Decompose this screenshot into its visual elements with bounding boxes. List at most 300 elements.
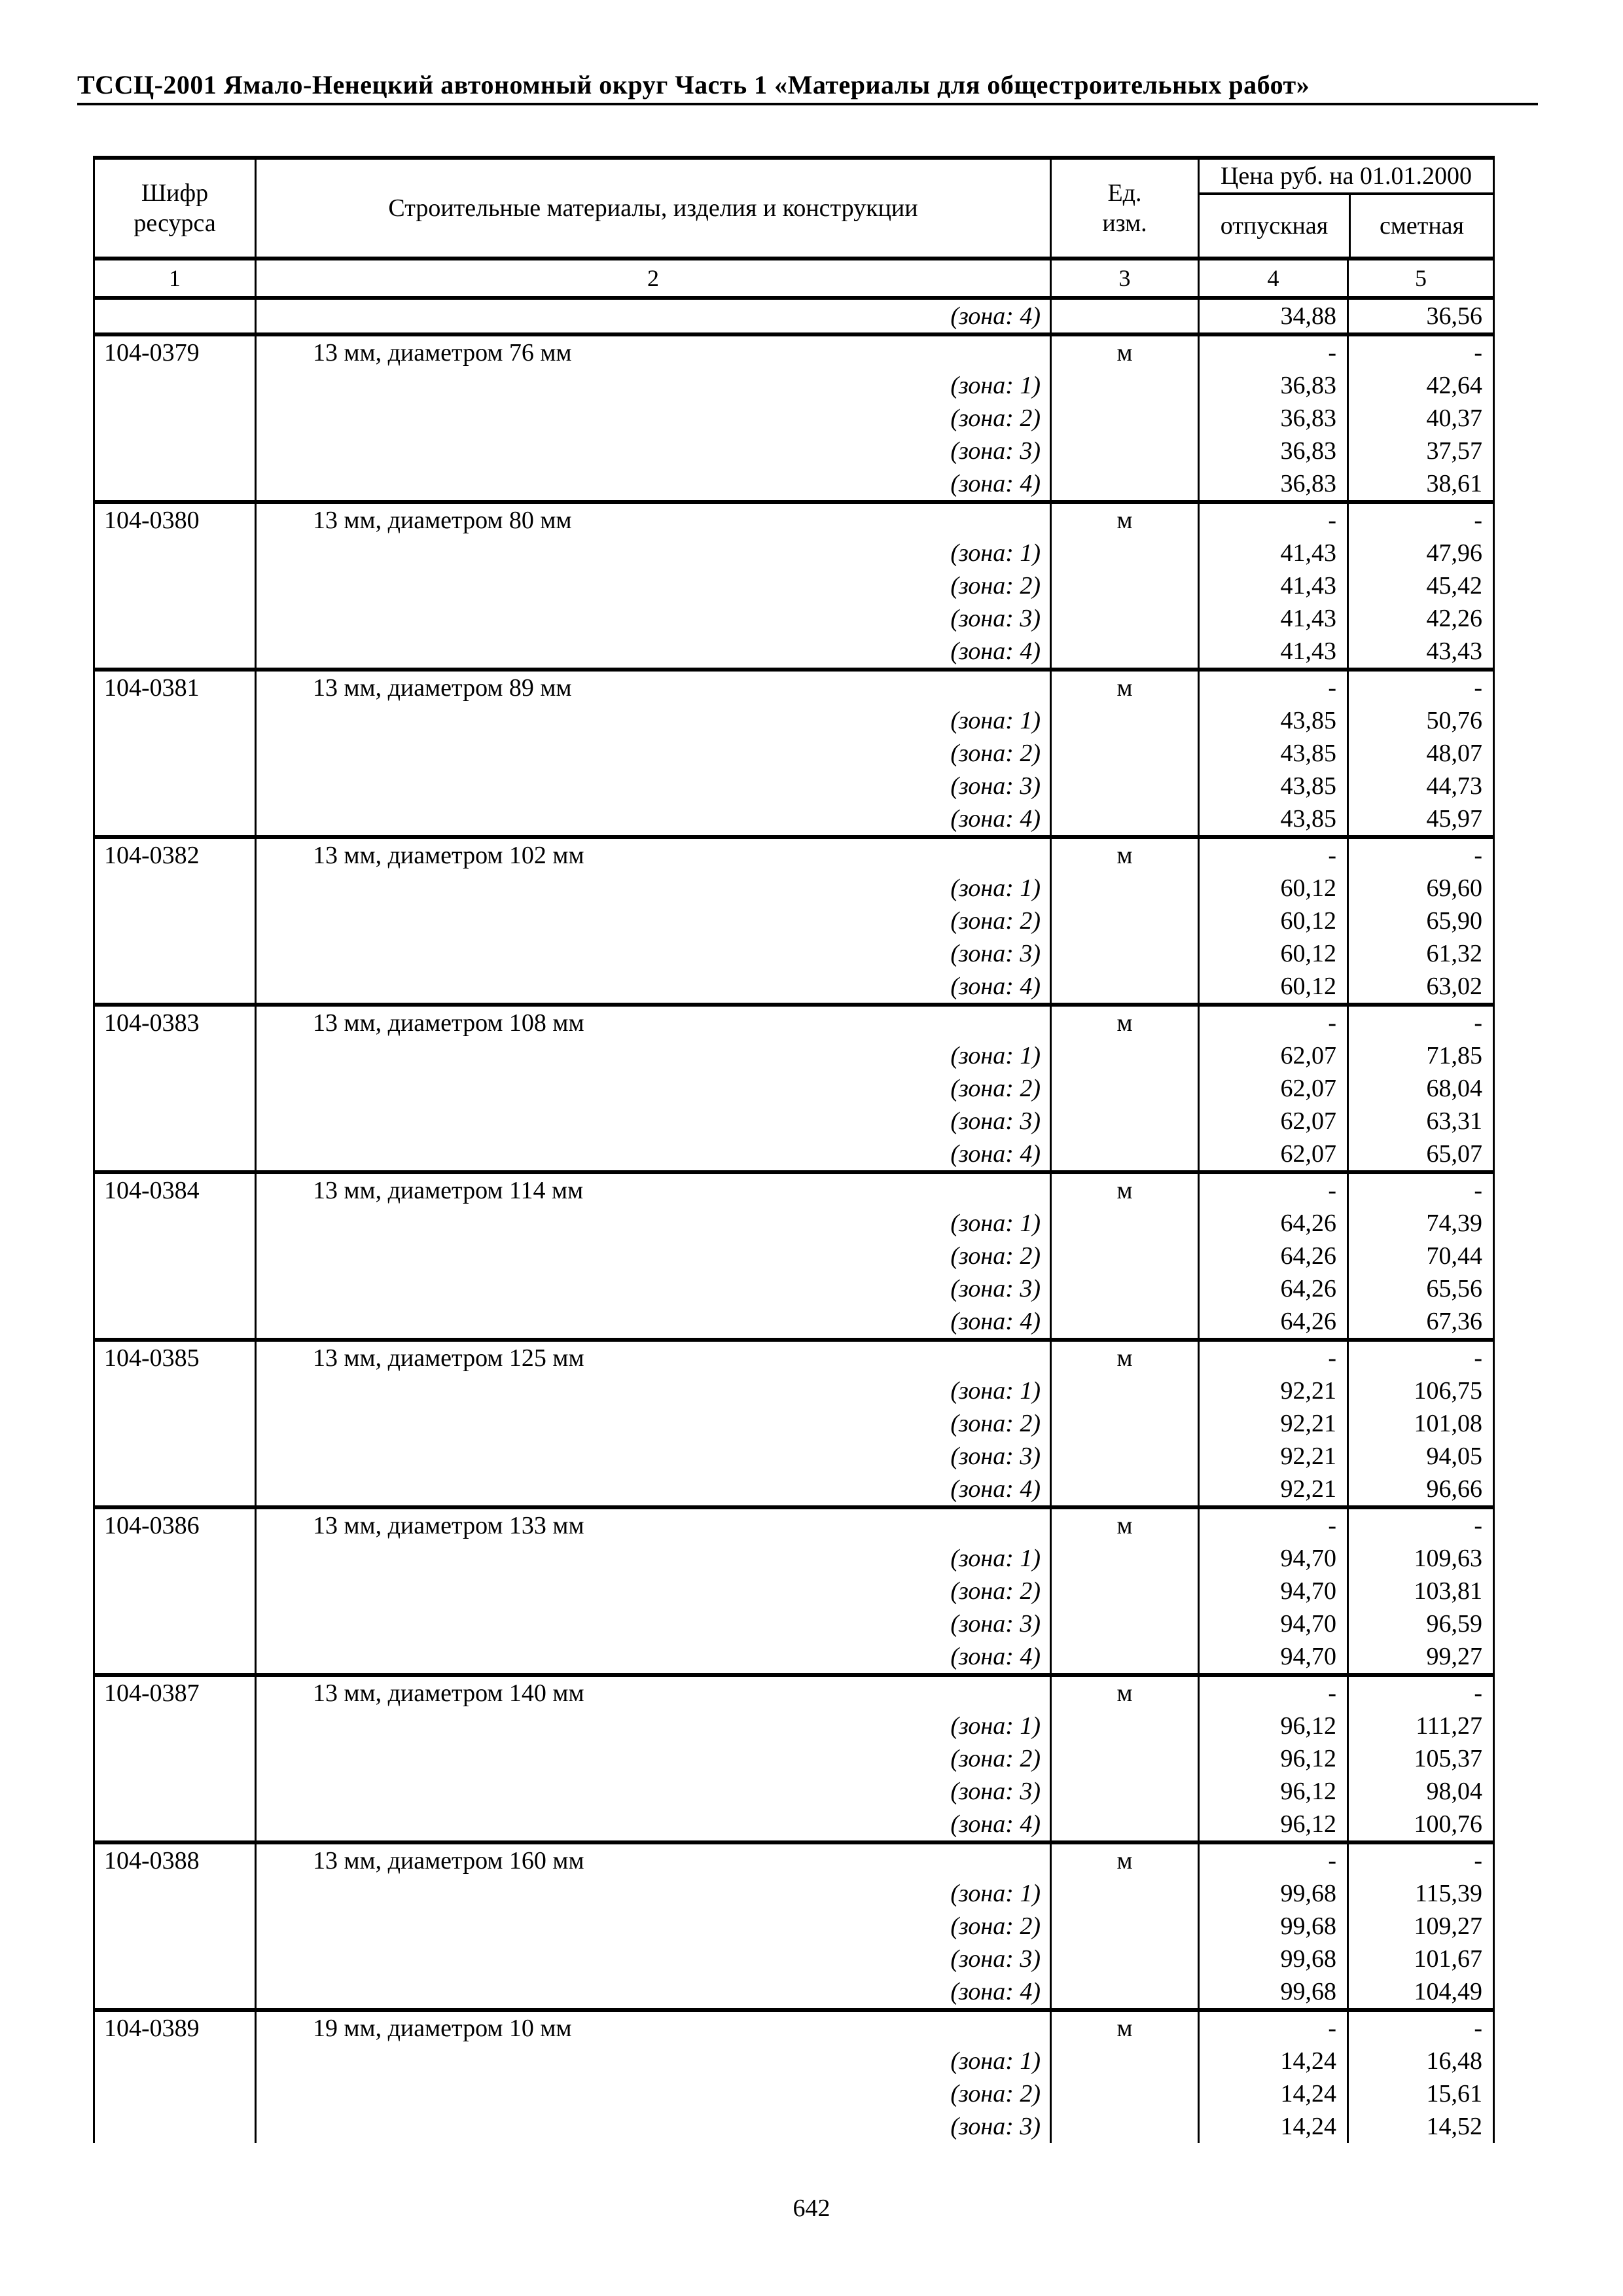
price-otpusknaya: 92,21 (1198, 1440, 1347, 1473)
price-smetnaya: - (1347, 2012, 1493, 2045)
col-header-price-group (1198, 160, 1493, 257)
price-otpusknaya: - (1198, 1677, 1347, 1710)
resource-code (95, 1710, 255, 1742)
table-row-zone (95, 970, 1493, 1003)
resource-code: 104-0385 (104, 1344, 200, 1372)
resource-code (95, 1910, 255, 1943)
price-otpusknaya: 14,24 (1198, 2077, 1347, 2110)
table-row-zone (95, 1072, 1493, 1105)
material-description: 19 мм, диаметром 10 мм (255, 2012, 1050, 2045)
price-otpusknaya: 99,68 (1198, 1943, 1347, 1975)
material-description: 13 мм, диаметром 76 мм (255, 336, 1050, 369)
table-row-main (95, 2012, 1493, 2045)
unit-label: м (1050, 504, 1198, 537)
price-smetnaya: - (1347, 1007, 1493, 1039)
unit-label: м (1050, 1007, 1198, 1039)
unit-label (1050, 1072, 1198, 1105)
table-row-main (95, 672, 1493, 704)
price-smetnaya: 38,61 (1347, 467, 1493, 500)
price-otpusknaya: 41,43 (1198, 635, 1347, 668)
price-smetnaya: 37,57 (1347, 435, 1493, 467)
table-row-zone (95, 1910, 1493, 1943)
zone-label: (зона: 3) (255, 770, 1050, 802)
price-smetnaya: - (1347, 672, 1493, 704)
price-otpusknaya: 92,21 (1198, 1473, 1347, 1505)
resource-code (95, 402, 255, 435)
running-header: ТССЦ-2001 Ямало-Ненецкий автономный округ Часть 1 «Материалы для общестроительных работ» (77, 70, 1310, 99)
unit-label (1050, 435, 1198, 467)
resource-code (95, 802, 255, 835)
price-smetnaya: 45,97 (1347, 802, 1493, 835)
zone-label: (зона: 2) (255, 1240, 1050, 1272)
price-otpusknaya: 43,85 (1198, 704, 1347, 737)
unit-label: м (1050, 336, 1198, 369)
price-smetnaya: 50,76 (1347, 704, 1493, 737)
table-row-zone (95, 1742, 1493, 1775)
table-row-zone (95, 1305, 1493, 1338)
price-otpusknaya: 36,83 (1198, 402, 1347, 435)
price-otpusknaya: 96,12 (1198, 1742, 1347, 1775)
price-smetnaya: 99,27 (1347, 1640, 1493, 1673)
unit-label (1050, 537, 1198, 569)
table-row-main (95, 1844, 1493, 1877)
zone-label: (зона: 4) (255, 1640, 1050, 1673)
price-otpusknaya: 41,43 (1198, 569, 1347, 602)
price-subheader-row (1200, 195, 1493, 257)
zone-label: (зона: 2) (255, 1575, 1050, 1607)
unit-label (1050, 1305, 1198, 1338)
table-row-main (95, 1007, 1493, 1039)
unit-label (1050, 467, 1198, 500)
price-group-title: Цена руб. на 01.01.2000 (1200, 160, 1493, 195)
price-smetnaya: 109,63 (1347, 1542, 1493, 1575)
unit-label (1050, 1374, 1198, 1407)
unit-label (1050, 602, 1198, 635)
zone-label: (зона: 3) (255, 435, 1050, 467)
resource-code (95, 602, 255, 635)
price-otpusknaya: - (1198, 336, 1347, 369)
table-row-zone (95, 937, 1493, 970)
resource-code (95, 905, 255, 937)
zone-label: (зона: 2) (255, 1407, 1050, 1440)
price-smetnaya: 47,96 (1347, 537, 1493, 569)
unit-label: м (1050, 1677, 1198, 1710)
price-smetnaya: 42,64 (1347, 369, 1493, 402)
col-header-otpusknaya: отпускная (1220, 212, 1329, 240)
table-row-main (95, 1174, 1493, 1207)
unit-label: м (1050, 1844, 1198, 1877)
zone-label: (зона: 2) (255, 402, 1050, 435)
table-row-zone (95, 1575, 1493, 1607)
zone-label: (зона: 1) (255, 2045, 1050, 2077)
material-description: 13 мм, диаметром 80 мм (255, 504, 1050, 537)
unit-label (1050, 2110, 1198, 2143)
table-row-zone (95, 537, 1493, 569)
unit-label (1050, 704, 1198, 737)
zone-label: (зона: 3) (255, 1272, 1050, 1305)
resource-code (95, 937, 255, 970)
price-otpusknaya: 64,26 (1198, 1272, 1347, 1305)
unit-label: м (1050, 1342, 1198, 1374)
price-smetnaya: - (1347, 1342, 1493, 1374)
resource-code (95, 1207, 255, 1240)
price-smetnaya: 16,48 (1347, 2045, 1493, 2077)
unit-label (1050, 1272, 1198, 1305)
zone-label: (зона: 4) (255, 1473, 1050, 1505)
table-row-zone (95, 1877, 1493, 1910)
col-header-unit-line2: изм. (1102, 209, 1147, 237)
resource-code (95, 1877, 255, 1910)
table-row-zone (95, 1775, 1493, 1808)
price-otpusknaya: 34,88 (1198, 300, 1347, 332)
resource-code: 104-0380 (104, 507, 200, 534)
material-description: 13 мм, диаметром 114 мм (255, 1174, 1050, 1207)
price-smetnaya: 40,37 (1347, 402, 1493, 435)
price-smetnaya: 104,49 (1347, 1975, 1493, 2008)
price-otpusknaya: 96,12 (1198, 1808, 1347, 1840)
resource-code (95, 1272, 255, 1305)
table-block (95, 1338, 1493, 1505)
resource-code (95, 1943, 255, 1975)
resource-code (95, 467, 255, 500)
price-otpusknaya: 43,85 (1198, 802, 1347, 835)
resource-code (95, 1473, 255, 1505)
resource-code (95, 1407, 255, 1440)
unit-label (1050, 1207, 1198, 1240)
resource-code (95, 300, 255, 332)
table-block (95, 1003, 1493, 1170)
unit-label (1050, 2077, 1198, 2110)
unit-label (1050, 1105, 1198, 1138)
unit-label (1050, 1910, 1198, 1943)
price-otpusknaya: 96,12 (1198, 1710, 1347, 1742)
table-row-zone (95, 704, 1493, 737)
table-row-zone (95, 467, 1493, 500)
resource-code (95, 1575, 255, 1607)
unit-label (1050, 2045, 1198, 2077)
resource-code (95, 435, 255, 467)
unit-label (1050, 770, 1198, 802)
resource-code (95, 1072, 255, 1105)
table-row-zone (95, 1542, 1493, 1575)
price-table (93, 156, 1495, 2143)
unit-label (1050, 737, 1198, 770)
zone-label: (зона: 2) (255, 569, 1050, 602)
unit-label (1050, 300, 1198, 332)
price-smetnaya: 101,08 (1347, 1407, 1493, 1440)
table-row-main (95, 839, 1493, 872)
table-row-main (95, 1342, 1493, 1374)
price-smetnaya: - (1347, 1677, 1493, 1710)
table-row-zone (95, 737, 1493, 770)
price-smetnaya: - (1347, 1509, 1493, 1542)
zone-label: (зона: 3) (255, 1440, 1050, 1473)
column-number-4: 4 (1198, 260, 1347, 296)
price-otpusknaya: 36,83 (1198, 369, 1347, 402)
zone-label: (зона: 1) (255, 1039, 1050, 1072)
material-description: 13 мм, диаметром 133 мм (255, 1509, 1050, 1542)
resource-code: 104-0386 (104, 1512, 200, 1539)
price-otpusknaya: 92,21 (1198, 1407, 1347, 1440)
unit-label (1050, 1138, 1198, 1170)
price-otpusknaya: 99,68 (1198, 1877, 1347, 1910)
table-row-zone (95, 369, 1493, 402)
price-smetnaya: 43,43 (1347, 635, 1493, 668)
resource-code: 104-0387 (104, 1679, 200, 1707)
resource-code (95, 2110, 255, 2143)
zone-label: (зона: 1) (255, 704, 1050, 737)
zone-label: (зона: 1) (255, 1710, 1050, 1742)
table-row-zone (95, 1607, 1493, 1640)
table-row-zone (95, 2110, 1493, 2143)
price-otpusknaya: 99,68 (1198, 1975, 1347, 2008)
zone-label: (зона: 3) (255, 1943, 1050, 1975)
price-otpusknaya: 99,68 (1198, 1910, 1347, 1943)
resource-code (95, 970, 255, 1003)
price-otpusknaya: 96,12 (1198, 1775, 1347, 1808)
price-smetnaya: - (1347, 1174, 1493, 1207)
unit-label (1050, 1440, 1198, 1473)
table-row-zone (95, 602, 1493, 635)
unit-label (1050, 1607, 1198, 1640)
col-header-unit (1050, 160, 1198, 257)
price-otpusknaya: 60,12 (1198, 872, 1347, 905)
unit-label (1050, 905, 1198, 937)
resource-code (95, 369, 255, 402)
table-row-zone (95, 300, 1493, 332)
price-otpusknaya: 36,83 (1198, 467, 1347, 500)
price-otpusknaya: 41,43 (1198, 602, 1347, 635)
table-row-zone (95, 1374, 1493, 1407)
table-row-zone (95, 872, 1493, 905)
price-otpusknaya: 60,12 (1198, 970, 1347, 1003)
resource-code (95, 1542, 255, 1575)
price-otpusknaya: 94,70 (1198, 1575, 1347, 1607)
table-row-zone (95, 1473, 1493, 1505)
zone-label: (зона: 2) (255, 2077, 1050, 2110)
price-otpusknaya: 14,24 (1198, 2045, 1347, 2077)
resource-code (95, 1742, 255, 1775)
col-header-resource-code (95, 160, 255, 257)
price-smetnaya: 69,60 (1347, 872, 1493, 905)
price-otpusknaya: 41,43 (1198, 537, 1347, 569)
table-row-zone (95, 770, 1493, 802)
price-otpusknaya: - (1198, 504, 1347, 537)
col-header-resource-code-line1: Шифр (141, 179, 209, 207)
resource-code (95, 1775, 255, 1808)
resource-code (95, 635, 255, 668)
col-header-resource-code-line2: ресурса (134, 209, 216, 237)
resource-code (95, 1640, 255, 1673)
price-smetnaya: 100,76 (1347, 1808, 1493, 1840)
table-row-zone (95, 2077, 1493, 2110)
zone-label: (зона: 3) (255, 937, 1050, 970)
zone-label: (зона: 4) (255, 1808, 1050, 1840)
resource-code (95, 537, 255, 569)
table-block (95, 2008, 1493, 2143)
table-block (95, 1505, 1493, 1673)
resource-code (95, 1240, 255, 1272)
zone-label: (зона: 4) (255, 802, 1050, 835)
resource-code (95, 569, 255, 602)
zone-label: (зона: 3) (255, 1775, 1050, 1808)
col-header-smetnaya: сметная (1349, 195, 1493, 257)
resource-code (95, 1039, 255, 1072)
table-row-main (95, 504, 1493, 537)
unit-label (1050, 802, 1198, 835)
zone-label: (зона: 3) (255, 1105, 1050, 1138)
col-header-unit-line1: Ед. (1107, 179, 1142, 207)
price-smetnaya: 67,36 (1347, 1305, 1493, 1338)
table-block (95, 300, 1493, 332)
table-row-zone (95, 1808, 1493, 1840)
unit-label (1050, 1877, 1198, 1910)
material-description: 13 мм, диаметром 89 мм (255, 672, 1050, 704)
resource-code (95, 737, 255, 770)
unit-label: м (1050, 672, 1198, 704)
price-otpusknaya: 60,12 (1198, 937, 1347, 970)
material-description: 13 мм, диаметром 102 мм (255, 839, 1050, 872)
unit-label (1050, 1640, 1198, 1673)
unit-label (1050, 1775, 1198, 1808)
unit-label (1050, 569, 1198, 602)
page-number: 642 (793, 2195, 830, 2222)
table-body (95, 300, 1493, 2143)
table-row-zone (95, 435, 1493, 467)
price-smetnaya: 48,07 (1347, 737, 1493, 770)
resource-code (95, 1105, 255, 1138)
price-smetnaya: 14,52 (1347, 2110, 1493, 2143)
unit-label (1050, 1575, 1198, 1607)
zone-label: (зона: 4) (255, 1138, 1050, 1170)
zone-label: (зона: 1) (255, 369, 1050, 402)
table-row-zone (95, 1407, 1493, 1440)
price-smetnaya: - (1347, 336, 1493, 369)
price-smetnaya: 15,61 (1347, 2077, 1493, 2110)
zone-label: (зона: 3) (255, 2110, 1050, 2143)
price-otpusknaya: 92,21 (1198, 1374, 1347, 1407)
resource-code (95, 2077, 255, 2110)
price-otpusknaya: 94,70 (1198, 1607, 1347, 1640)
price-otpusknaya: - (1198, 839, 1347, 872)
price-smetnaya: - (1347, 1844, 1493, 1877)
price-smetnaya: 96,66 (1347, 1473, 1493, 1505)
price-smetnaya: 109,27 (1347, 1910, 1493, 1943)
price-smetnaya: 42,26 (1347, 602, 1493, 635)
price-otpusknaya: 64,26 (1198, 1305, 1347, 1338)
table-row-zone (95, 1440, 1493, 1473)
material-description: 13 мм, диаметром 160 мм (255, 1844, 1050, 1877)
resource-code: 104-0383 (104, 1009, 200, 1037)
price-smetnaya: 115,39 (1347, 1877, 1493, 1910)
resource-code (95, 1808, 255, 1840)
price-smetnaya: 98,04 (1347, 1775, 1493, 1808)
table-row-zone (95, 1710, 1493, 1742)
unit-label (1050, 1473, 1198, 1505)
price-otpusknaya: 94,70 (1198, 1640, 1347, 1673)
price-otpusknaya: - (1198, 1007, 1347, 1039)
table-row-zone (95, 1272, 1493, 1305)
zone-label: (зона: 3) (255, 602, 1050, 635)
table-row-zone (95, 1943, 1493, 1975)
price-smetnaya: 65,07 (1347, 1138, 1493, 1170)
zone-label: (зона: 1) (255, 872, 1050, 905)
price-otpusknaya: 62,07 (1198, 1138, 1347, 1170)
unit-label (1050, 970, 1198, 1003)
table-row-zone (95, 1240, 1493, 1272)
table-row-main (95, 1677, 1493, 1710)
unit-label (1050, 1742, 1198, 1775)
table-header-row (95, 160, 1493, 260)
price-smetnaya: 68,04 (1347, 1072, 1493, 1105)
price-smetnaya: 74,39 (1347, 1207, 1493, 1240)
resource-code: 104-0389 (104, 2015, 200, 2042)
resource-code: 104-0388 (104, 1847, 200, 1874)
table-row-zone (95, 635, 1493, 668)
price-smetnaya: 105,37 (1347, 1742, 1493, 1775)
price-smetnaya: 63,31 (1347, 1105, 1493, 1138)
column-number-3: 3 (1050, 260, 1198, 296)
table-block (95, 500, 1493, 668)
price-otpusknaya: 94,70 (1198, 1542, 1347, 1575)
unit-label: м (1050, 2012, 1198, 2045)
table-row-zone (95, 1640, 1493, 1673)
zone-label: (зона: 2) (255, 1910, 1050, 1943)
price-otpusknaya: - (1198, 1509, 1347, 1542)
zone-label: (зона: 4) (255, 1305, 1050, 1338)
price-smetnaya: 70,44 (1347, 1240, 1493, 1272)
price-otpusknaya: 62,07 (1198, 1072, 1347, 1105)
price-otpusknaya: 62,07 (1198, 1105, 1347, 1138)
material-description: 13 мм, диаметром 140 мм (255, 1677, 1050, 1710)
resource-code (95, 872, 255, 905)
price-otpusknaya: - (1198, 1342, 1347, 1374)
unit-label (1050, 1240, 1198, 1272)
price-smetnaya: 61,32 (1347, 937, 1493, 970)
price-smetnaya: 106,75 (1347, 1374, 1493, 1407)
table-block (95, 835, 1493, 1003)
material-description: 13 мм, диаметром 125 мм (255, 1342, 1050, 1374)
price-otpusknaya: - (1198, 1844, 1347, 1877)
price-smetnaya: - (1347, 839, 1493, 872)
zone-label: (зона: 1) (255, 1374, 1050, 1407)
price-smetnaya: 36,56 (1347, 300, 1493, 332)
zone-label: (зона: 4) (255, 635, 1050, 668)
resource-code: 104-0382 (104, 842, 200, 869)
resource-code (95, 1440, 255, 1473)
unit-label (1050, 369, 1198, 402)
price-smetnaya: 63,02 (1347, 970, 1493, 1003)
table-row-zone (95, 1138, 1493, 1170)
resource-code (95, 1975, 255, 2008)
table-row-main (95, 1509, 1493, 1542)
resource-code (95, 1138, 255, 1170)
table-block (95, 332, 1493, 500)
table-block (95, 1840, 1493, 2008)
price-smetnaya: 103,81 (1347, 1575, 1493, 1607)
column-number-5: 5 (1347, 260, 1493, 296)
price-smetnaya: 71,85 (1347, 1039, 1493, 1072)
zone-label: (зона: 2) (255, 1072, 1050, 1105)
unit-label (1050, 1975, 1198, 2008)
zone-label: (зона: 2) (255, 737, 1050, 770)
zone-label: (зона: 1) (255, 1542, 1050, 1575)
table-row-zone (95, 402, 1493, 435)
price-otpusknaya: 64,26 (1198, 1240, 1347, 1272)
zone-label: (зона: 4) (255, 970, 1050, 1003)
price-otpusknaya: 43,85 (1198, 770, 1347, 802)
price-smetnaya: 96,59 (1347, 1607, 1493, 1640)
